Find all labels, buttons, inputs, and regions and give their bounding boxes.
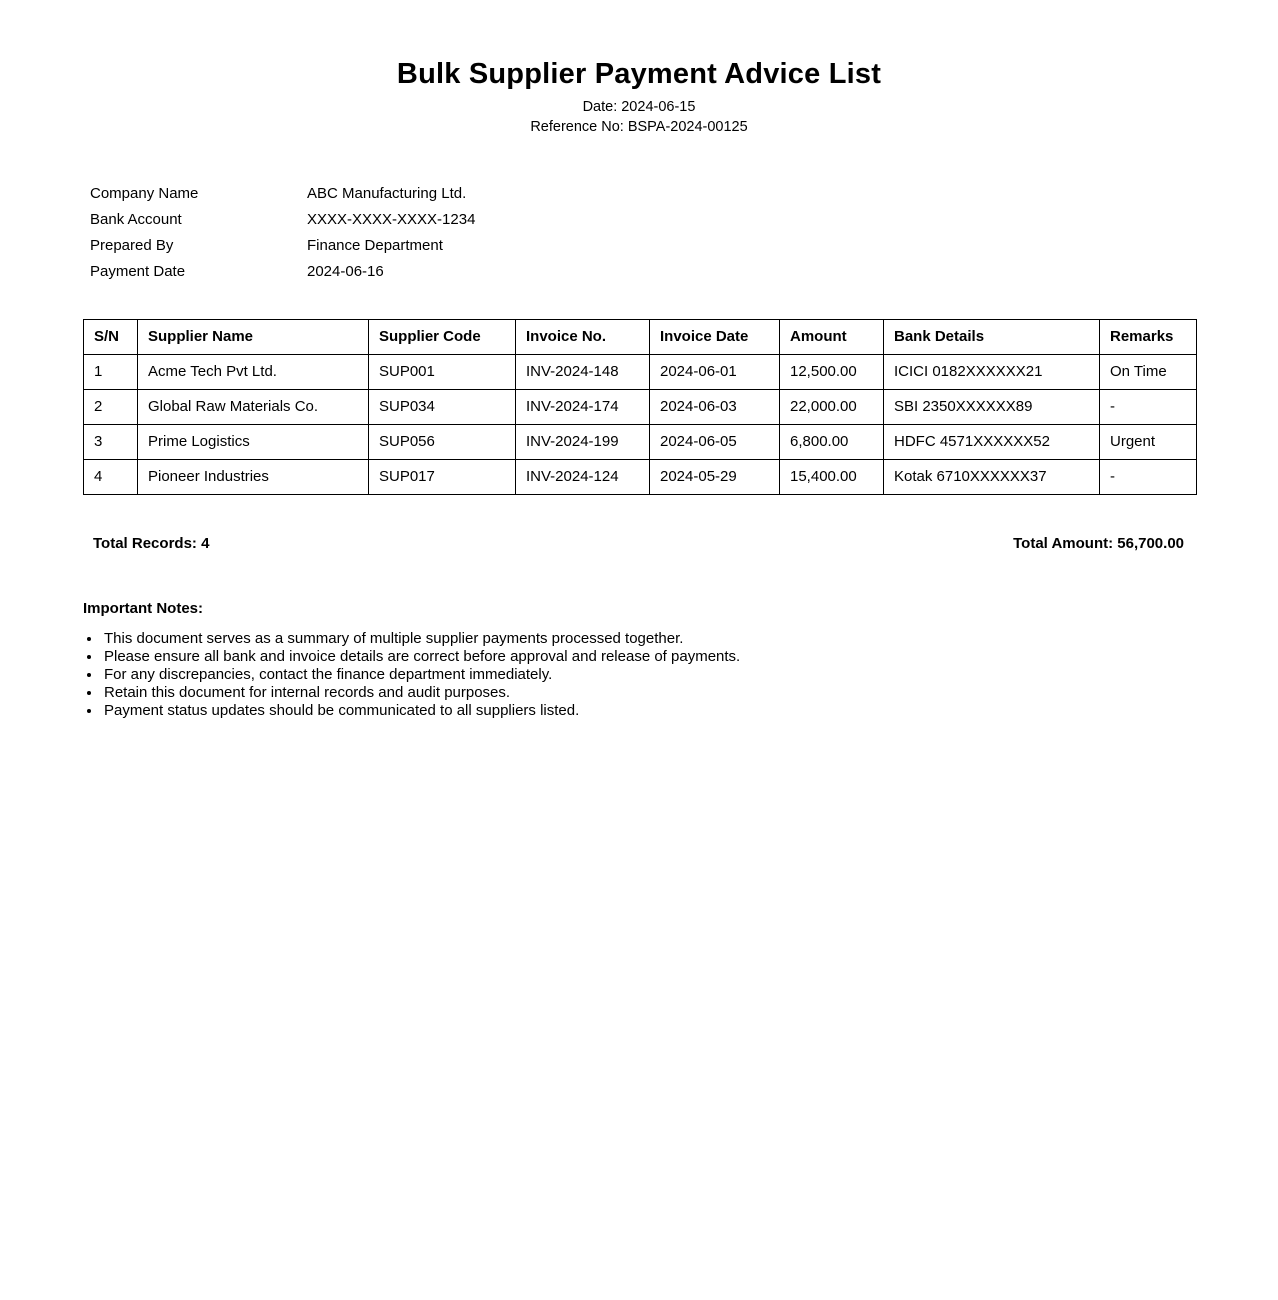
info-row-prepared-by xyxy=(90,233,1278,259)
cell-invoice-no: INV-2024-124 xyxy=(516,459,650,494)
prepared-by-label: Prepared By xyxy=(90,237,174,255)
payments-table xyxy=(83,319,1197,495)
header-remarks: Remarks xyxy=(1100,319,1197,354)
table-row xyxy=(84,459,1197,494)
cell-invoice-no: INV-2024-148 xyxy=(516,354,650,389)
company-name-value: ABC Manufacturing Ltd. xyxy=(307,185,467,203)
note-item: • This document serves as a summary of multiple supplier payments processed together. xyxy=(102,630,1278,648)
payment-date-label: Payment Date xyxy=(90,263,186,281)
important-notes-section xyxy=(83,600,1278,720)
cell-remarks: - xyxy=(1100,459,1197,494)
cell-invoice-no: INV-2024-174 xyxy=(516,389,650,424)
info-row-payment-date xyxy=(90,259,1278,285)
cell-invoice-date: 2024-06-03 xyxy=(650,389,780,424)
total-amount: Total Amount: 56,700.00 xyxy=(1013,534,1184,552)
cell-remarks: Urgent xyxy=(1100,424,1197,459)
table-row xyxy=(84,389,1197,424)
cell-sn: 2 xyxy=(84,389,138,424)
table-row xyxy=(84,424,1197,459)
cell-sn: 1 xyxy=(84,354,138,389)
total-records: Total Records: 4 xyxy=(93,534,210,552)
info-row-company-name xyxy=(90,181,1278,207)
cell-sn: 4 xyxy=(84,459,138,494)
cell-supplier-code: SUP001 xyxy=(369,354,516,389)
cell-bank-details: SBI 2350XXXXXX89 xyxy=(884,389,1100,424)
note-item: • For any discrepancies, contact the finance department immediately. xyxy=(102,666,1278,684)
cell-supplier-code: SUP017 xyxy=(369,459,516,494)
header-invoice-no: Invoice No. xyxy=(516,319,650,354)
cell-supplier-name: Pioneer Industries xyxy=(138,459,369,494)
note-item: • Please ensure all bank and invoice details are correct before approval and release of payments. xyxy=(102,648,1278,666)
cell-supplier-name: Global Raw Materials Co. xyxy=(138,389,369,424)
cell-supplier-name: Prime Logistics xyxy=(138,424,369,459)
header-bank-details: Bank Details xyxy=(884,319,1100,354)
cell-amount: 15,400.00 xyxy=(780,459,884,494)
table-header-row xyxy=(84,319,1197,354)
cell-invoice-date: 2024-06-01 xyxy=(650,354,780,389)
document-header xyxy=(0,0,1278,137)
cell-invoice-date: 2024-05-29 xyxy=(650,459,780,494)
cell-remarks: - xyxy=(1100,389,1197,424)
note-item: • Payment status updates should be communicated to all suppliers listed. xyxy=(102,702,1278,720)
cell-bank-details: Kotak 6710XXXXXX37 xyxy=(884,459,1100,494)
notes-heading: Important Notes: xyxy=(83,599,203,617)
cell-invoice-date: 2024-06-05 xyxy=(650,424,780,459)
payment-date-value: 2024-06-16 xyxy=(307,263,384,281)
header-invoice-date: Invoice Date xyxy=(650,319,780,354)
table-row xyxy=(84,354,1197,389)
cell-bank-details: ICICI 0182XXXXXX21 xyxy=(884,354,1100,389)
cell-supplier-name: Acme Tech Pvt Ltd. xyxy=(138,354,369,389)
cell-remarks: On Time xyxy=(1100,354,1197,389)
document-date: Date: 2024-06-15 xyxy=(582,99,696,115)
cell-amount: 12,500.00 xyxy=(780,354,884,389)
header-supplier-code: Supplier Code xyxy=(369,319,516,354)
cell-sn: 3 xyxy=(84,424,138,459)
notes-list xyxy=(88,630,1278,720)
cell-amount: 6,800.00 xyxy=(780,424,884,459)
summary-row xyxy=(93,535,1184,552)
note-item: • Retain this document for internal records and audit purposes. xyxy=(102,684,1278,702)
header-amount: Amount xyxy=(780,319,884,354)
header-sn: S/N xyxy=(84,319,138,354)
cell-amount: 22,000.00 xyxy=(780,389,884,424)
company-info-block xyxy=(90,181,1278,285)
cell-supplier-code: SUP034 xyxy=(369,389,516,424)
header-supplier-name: Supplier Name xyxy=(138,319,369,354)
reference-number: Reference No: BSPA-2024-00125 xyxy=(530,119,748,136)
cell-invoice-no: INV-2024-199 xyxy=(516,424,650,459)
cell-bank-details: HDFC 4571XXXXXX52 xyxy=(884,424,1100,459)
page-title: Bulk Supplier Payment Advice List xyxy=(396,58,882,90)
company-name-label: Company Name xyxy=(90,185,199,203)
info-row-bank-account xyxy=(90,207,1278,233)
bank-account-value: XXXX-XXXX-XXXX-1234 xyxy=(307,211,476,229)
bank-account-label: Bank Account xyxy=(90,211,182,229)
cell-supplier-code: SUP056 xyxy=(369,424,516,459)
prepared-by-value: Finance Department xyxy=(307,237,443,255)
